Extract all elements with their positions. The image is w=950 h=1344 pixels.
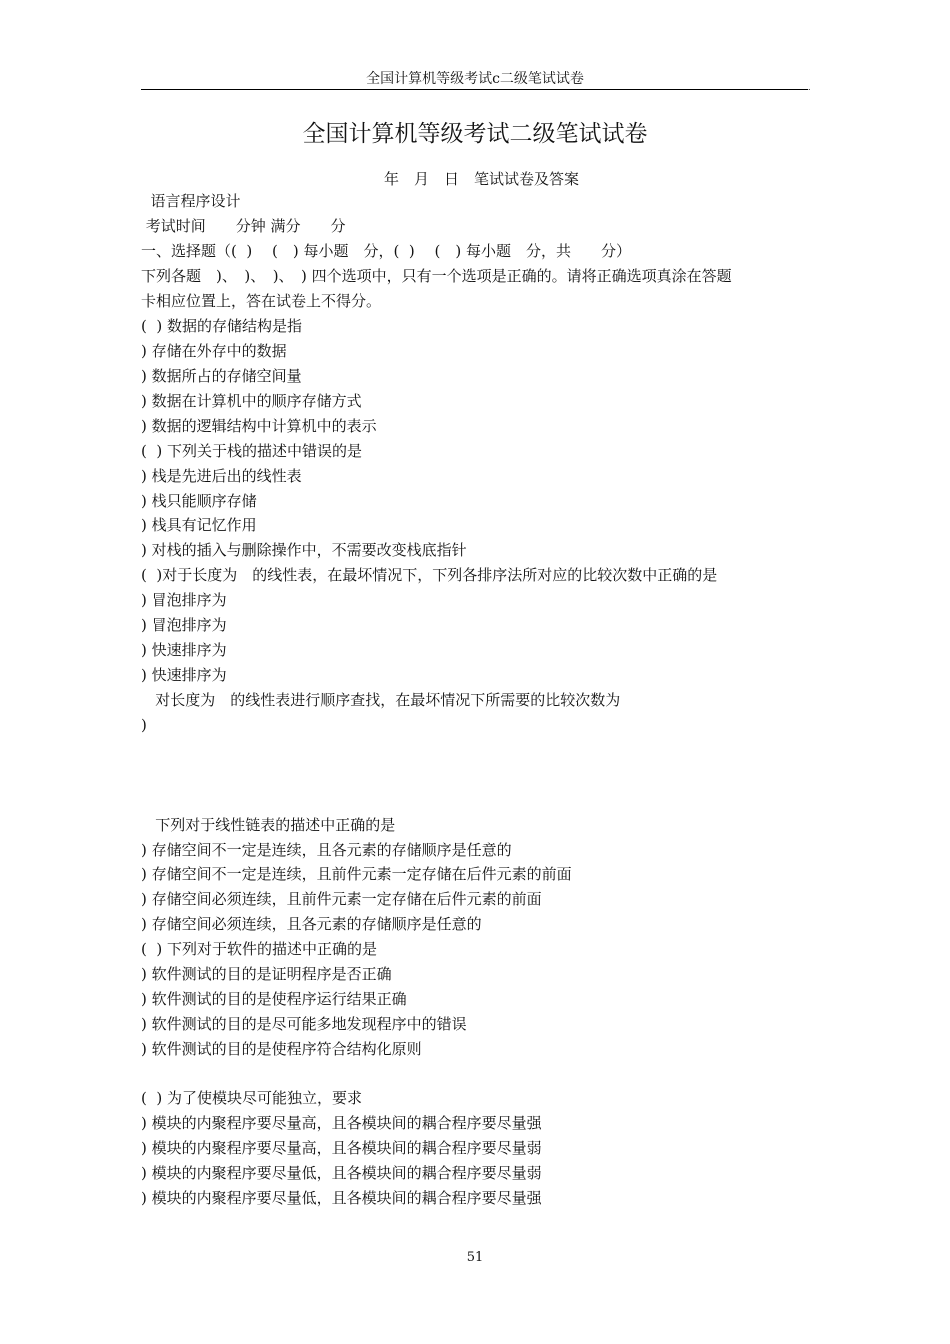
answer-option: ) 模块的内聚程序要尽量高，且各模块间的耦合程序要尽量弱 bbox=[141, 1139, 542, 1157]
answer-option: ) 模块的内聚程序要尽量高，且各模块间的耦合程序要尽量强 bbox=[141, 1114, 542, 1132]
answer-option: ) 存储空间不一定是连续，且各元素的存储顺序是任意的 bbox=[141, 841, 512, 859]
header-rule bbox=[141, 89, 808, 90]
question-stem: ( ) 下列关于栈的描述中错误的是 bbox=[141, 442, 363, 460]
answer-option: ) 模块的内聚程序要尽量低，且各模块间的耦合程序要尽量弱 bbox=[141, 1164, 542, 1182]
answer-option: ) 栈具有记忆作用 bbox=[141, 516, 257, 534]
answer-option: ) 存储空间必须连续，且前件元素一定存储在后件元素的前面 bbox=[141, 890, 542, 908]
answer-option: ) 冒泡排序为 bbox=[141, 616, 227, 634]
running-header: 全国计算机等级考试c二级笔试试卷 bbox=[366, 71, 584, 87]
answer-option: ) 对栈的插入与删除操作中，不需要改变栈底指针 bbox=[141, 541, 467, 559]
question-stem: ( ) 数据的存储结构是指 bbox=[141, 317, 303, 335]
answer-option: ) 软件测试的目的是尽可能多地发现程序中的错误 bbox=[141, 1015, 467, 1033]
header-rule-mark: . bbox=[808, 83, 811, 92]
answer-option: ) 冒泡排序为 bbox=[141, 591, 227, 609]
answer-option: ) 快速排序为 bbox=[141, 666, 227, 684]
answer-option: ) 存储空间必须连续，且各元素的存储顺序是任意的 bbox=[141, 915, 482, 933]
page-subtitle: 年 月 日 笔试试卷及答案 bbox=[384, 170, 580, 188]
question-stem: 对长度为 的线性表进行顺序查找，在最坏情况下所需要的比较次数为 bbox=[141, 691, 621, 709]
instruction-line: 下列各题 )、 )、 )、 ) 四个选项中，只有一个选项是正确的。请将正确选项真涂在答题 bbox=[141, 267, 732, 285]
answer-option: ) 栈是先进后出的线性表 bbox=[141, 467, 302, 485]
answer-option: ) 软件测试的目的是证明程序是否正确 bbox=[141, 965, 392, 983]
answer-option: ) 存储在外存中的数据 bbox=[141, 342, 287, 360]
instruction-line: 卡相应位置上，答在试卷上不得分。 bbox=[141, 292, 382, 310]
answer-option: ) 数据所占的存储空间量 bbox=[141, 367, 302, 385]
question-stem: ( )对于长度为 的线性表，在最坏情况下，下列各排序法所对应的比较次数中正确的是 bbox=[141, 566, 718, 584]
answer-option: ) bbox=[141, 716, 147, 734]
question-stem: 下列对于线性链表的描述中正确的是 bbox=[141, 816, 396, 834]
question-stem: ( ) 为了使模块尽可能独立，要求 bbox=[141, 1089, 363, 1107]
answer-option: ) 模块的内聚程序要尽量低，且各模块间的耦合程序要尽量强 bbox=[141, 1189, 542, 1207]
answer-option: ) 栈只能顺序存储 bbox=[141, 492, 257, 510]
page-number: 51 bbox=[466, 1250, 484, 1265]
answer-option: ) 数据的逻辑结构中计算机中的表示 bbox=[141, 417, 377, 435]
exam-time-line: 考试时间 分钟 满分 分 bbox=[141, 217, 346, 235]
question-stem: ( ) 下列对于软件的描述中正确的是 bbox=[141, 940, 378, 958]
subject-line: 语言程序设计 bbox=[141, 192, 241, 210]
section-heading: 一、选择题（( ) ( ) 每小题 分，( ) ( ) 每小题 分，共 分） bbox=[141, 242, 631, 260]
answer-option: ) 软件测试的目的是使程序符合结构化原则 bbox=[141, 1040, 422, 1058]
answer-option: ) 存储空间不一定是连续，且前件元素一定存储在后件元素的前面 bbox=[141, 865, 572, 883]
answer-option: ) 数据在计算机中的顺序存储方式 bbox=[141, 392, 362, 410]
answer-option: ) 软件测试的目的是使程序运行结果正确 bbox=[141, 990, 407, 1008]
page-title: 全国计算机等级考试二级笔试试卷 bbox=[302, 121, 648, 147]
answer-option: ) 快速排序为 bbox=[141, 641, 227, 659]
